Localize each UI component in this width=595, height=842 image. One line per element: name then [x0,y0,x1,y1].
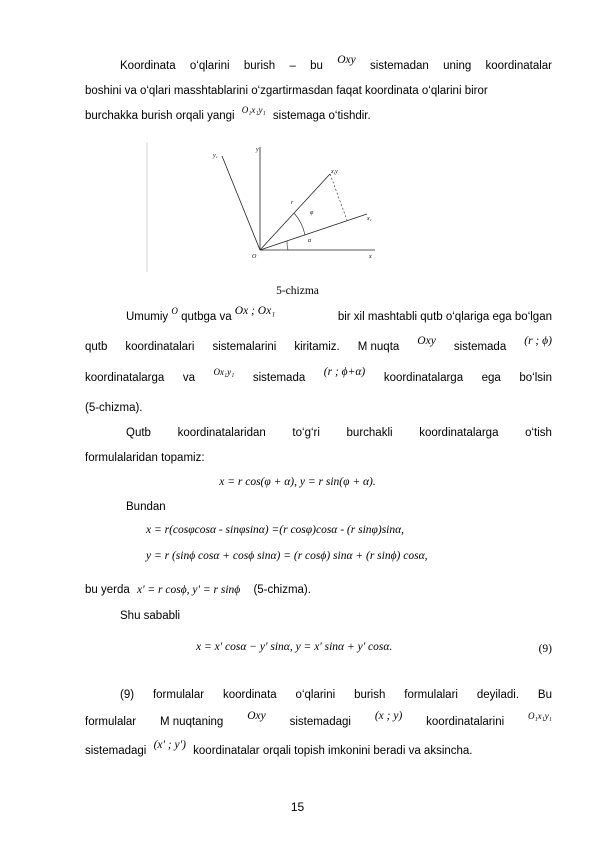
math-oxy: Oxy [247,710,266,722]
text: bu [310,60,323,72]
math-r-phi-alpha: (r ; ϕ+α) [323,366,366,378]
label-x1: x₁ [367,216,372,222]
label-O: O [252,254,257,260]
para2-line2 [85,335,552,354]
para4-line2 [85,710,552,729]
math-r-phi: (r ; ϕ) [524,335,552,347]
math-x-y: (x ; y) [374,710,403,722]
math-o1x1y1: O₁x₁y₁ [528,711,552,721]
math-ox-ox1: Ox ; Ox₁ [234,305,276,317]
text: burchakka burish orqali yangi [85,110,235,122]
figure-caption: 5-chizma [276,285,319,297]
text: uning [443,60,472,72]
text: deyiladi. [476,689,520,701]
text: – [289,60,296,72]
label-x: x [369,254,372,260]
text: ega [481,372,501,384]
math-oxy: Oxy [417,335,436,347]
para1-line2: boshini va o‘qlari masshtablarini o‘zgartirmasdan faqat koordinata o‘qlarini biror [85,85,488,97]
math-xprime-yprime: x' = r cosϕ, y' = r sinϕ [136,584,241,596]
page-number: 15 [290,800,305,814]
text: sistemadagi [85,745,147,757]
text: bo‘lsin [519,372,552,384]
text: sistemalarini [212,341,277,353]
label-y: y [256,147,259,153]
text: Umumiy [126,311,169,323]
text: o‘qlarini [189,60,230,72]
text: M nuqta [357,341,400,353]
equation-number: (9) [538,643,552,655]
text: formulalar [152,689,205,701]
figure-5-diagram [145,142,405,272]
label-r: r [291,200,294,206]
math-xprime-yprime-pair: (x' ; y') [153,739,186,751]
bundan-label: Bundan [126,501,166,513]
text: burish [243,60,276,72]
text: koordinatalarga [85,372,165,384]
text: formulalari [404,689,458,701]
y1-axis [222,156,260,250]
para1-line1 [120,54,552,73]
equation-2: x = r(cosφcosα - sinφsinα) =(r cosφ)cosα - (r sinφ)sinα, [146,524,405,536]
text: koordinatalarga [419,427,499,439]
para3-line1 [126,428,552,440]
text: M nuqtaning [160,716,224,728]
text: Bu [537,689,552,701]
para4-line1 [120,690,552,702]
label-phi: φ [310,210,314,216]
text: o‘tish [525,427,552,439]
para2-line3 [85,366,552,385]
math-O: O [171,306,178,316]
text: (9) [120,689,135,701]
text: to‘g‘ri [292,427,320,439]
text: sistemada [453,341,507,353]
text: koordinatalarini [426,716,505,728]
text: koordinata [222,689,277,701]
math-ox1y1: Ox₁y₁ [213,367,235,377]
label-xy: x,y [331,169,338,175]
alpha-arc [287,241,288,250]
text: sistemadagi [289,716,351,728]
text: bir xil mashtabli qutb o‘qlariga ega bo‘lgan [337,311,552,323]
phi-arc [294,213,305,235]
text: koordinatalarga [383,372,464,384]
text: qutb [85,341,108,353]
para4-line3 [85,739,552,758]
dashed-projection [330,174,347,220]
text: (5-chizma). [253,584,311,596]
para2-line4: (5-chizma). [85,402,143,414]
equation-3: y = r (sinϕ cosα + cosϕ sinα) = (r cosϕ) sinα + (r sinϕ) cosα, [146,550,428,562]
para2-line1 [126,305,552,324]
text: o‘qlarini [295,689,336,701]
math-o1x1y1: O₁x₁y₁ [241,105,266,115]
text: kiritamiz. [294,341,340,353]
label-y1: y₁ [213,153,218,159]
text: formulalar [85,716,137,728]
math-oxy: Oxy [337,54,356,66]
text: burish [354,689,386,701]
text: sistemada [252,372,306,384]
para1-line3 [85,105,552,123]
buyerda-line [85,585,552,597]
equation-1: x = r cos(φ + α), y = r sin(φ + α). [219,476,376,488]
text: qutbga va [181,311,232,323]
text: sistemadan [370,60,429,72]
label-alpha: α [308,238,312,244]
para3-line2: formulalaridan topamiz: [85,452,205,464]
shu-sababli-label: Shu sababli [120,610,181,622]
text: Qutb [126,427,151,439]
text: koordinatalari [125,341,195,353]
text: koordinatalar [485,60,552,72]
text: koordinatalaridan [177,427,266,439]
text: Koordinata [120,60,176,72]
text: koordinatalar orqali topish imkonini beradi va aksincha. [193,745,473,757]
text: burchakli [346,427,393,439]
text: sistemaga o‘tishdir. [272,110,371,122]
equation-4: x = x' cosα − y' sinα, y = x' sinα + y' cosα. [196,641,393,653]
text: bu yerda [85,584,130,596]
text: va [182,372,195,384]
